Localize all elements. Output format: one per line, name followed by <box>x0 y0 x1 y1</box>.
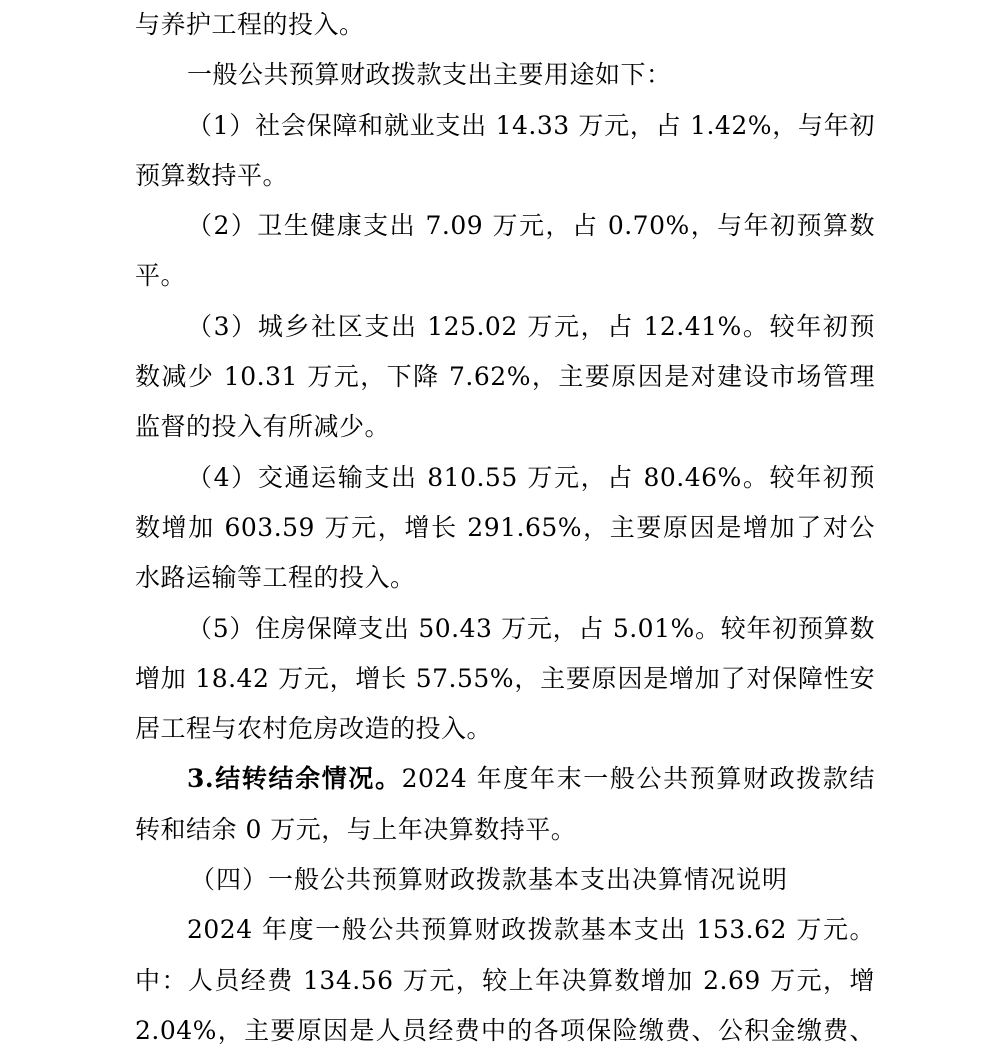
section-heading <box>135 855 875 905</box>
text-line: 2.04%，主要原因是人员经费中的各项保险缴费、公积金缴费、 <box>135 1015 875 1045</box>
paragraph-item-2 <box>135 201 875 302</box>
text-line: 平。 <box>135 261 187 291</box>
text-segment: 2024 年度年末一般公共预算财政拨款结 <box>401 764 875 794</box>
paragraph-basic-expenditure <box>135 905 875 1056</box>
text-line: 预算数持平。 <box>135 160 289 190</box>
text-line: 数减少 10.31 万元，下降 7.62%，主要原因是对建设市场管理 <box>135 362 875 392</box>
text-line: （1）社会保障和就业支出 14.33 万元，占 1.42%，与年初 <box>187 110 875 140</box>
paragraph-item-3 <box>135 302 875 453</box>
paragraph-carryover <box>135 754 875 855</box>
text-line: 与养护工程的投入。 <box>135 10 365 39</box>
section-lead: 3.结转结余情况。 <box>187 764 402 794</box>
text-line: （3）城乡社区支出 125.02 万元，占 12.41%。较年初预 <box>187 311 875 341</box>
heading-text: （四）一般公共预算财政拨款基本支出决算情况说明 <box>190 865 789 895</box>
text-line: （2）卫生健康支出 7.09 万元，占 0.70%，与年初预算数 <box>187 211 875 241</box>
text-line: 数增加 603.59 万元，增长 291.65%，主要原因是增加了对公 <box>135 512 875 542</box>
paragraph-item-4 <box>135 453 875 604</box>
text-line <box>135 754 875 804</box>
paragraph-item-1 <box>135 101 875 202</box>
text-line: 中：人员经费 134.56 万元，较上年决算数增加 2.69 万元，增 <box>135 965 875 995</box>
text-line: 居工程与农村危房改造的投入。 <box>135 714 493 744</box>
text-line: （4）交通运输支出 810.55 万元，占 80.46%。较年初预 <box>187 462 875 492</box>
text-line: 监督的投入有所减少。 <box>135 412 391 442</box>
paragraph-item-5 <box>135 604 875 755</box>
text-line: 2024 年度一般公共预算财政拨款基本支出 153.62 万元。 <box>187 915 875 945</box>
paragraph-continuation <box>135 0 875 50</box>
text-line: 一般公共预算财政拨款支出主要用途如下： <box>187 60 672 90</box>
text-line: 转和结余 0 万元，与上年决算数持平。 <box>135 814 577 844</box>
text-line: 水路运输等工程的投入。 <box>135 563 416 593</box>
text-line: （5）住房保障支出 50.43 万元，占 5.01%。较年初预算数 <box>187 613 875 643</box>
paragraph-intro <box>135 50 875 100</box>
document-body <box>135 0 875 1056</box>
text-line: 增加 18.42 万元，增长 57.55%，主要原因是增加了对保障性安 <box>135 663 875 693</box>
